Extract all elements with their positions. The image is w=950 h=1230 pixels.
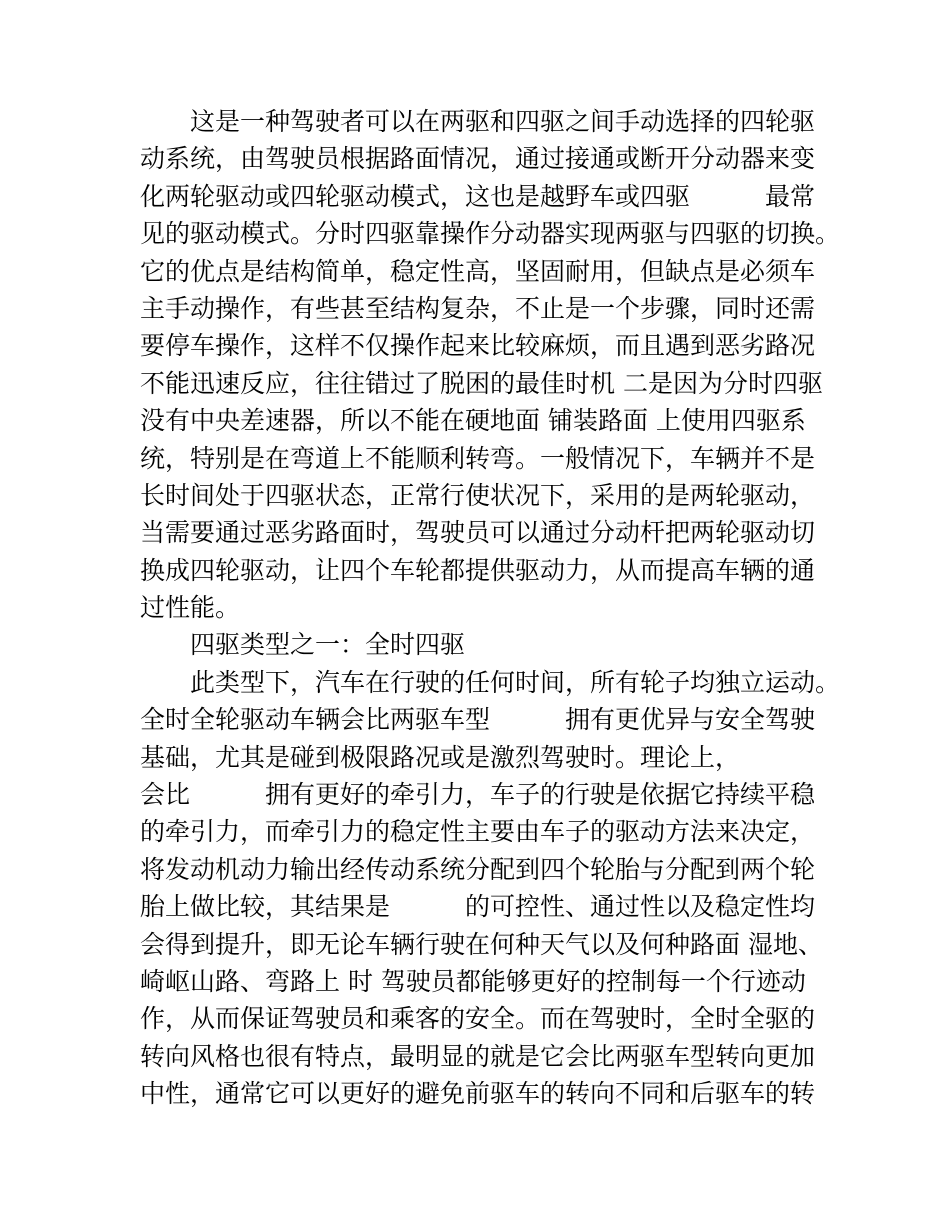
text-line: 当需要通过恶劣路面时，驾驶员可以通过分动杆把两轮驱动切 xyxy=(140,518,816,548)
text-line: 动系统，由驾驶员根据路面情况，通过接通或断开分动器来变 xyxy=(140,144,816,174)
text-line: 它的优点是结构简单，稳定性高，坚固耐用，但缺点是必须车 xyxy=(140,256,816,286)
text-line: 此类型下，汽车在行驶的任何时间，所有轮子均独立运动。 xyxy=(190,667,841,697)
text-line: 过性能。 xyxy=(140,593,241,623)
text-line: 会比 拥有更好的牵引力，车子的行驶是依据它持续平稳 xyxy=(140,780,816,810)
body-text xyxy=(140,103,841,1113)
text-line: 见的驱动模式。分时四驱靠操作分动器实现两驱与四驱的切换。 xyxy=(140,219,841,249)
text-line: 作，从而保证驾驶员和乘客的安全。而在驾驶时，全时全驱的 xyxy=(140,1004,816,1034)
text-line: 没有中央差速器，所以不能在硬地面 铺装路面 上使用四驱系 xyxy=(140,406,806,436)
text-line: 全时全轮驱动车辆会比两驱车型 拥有更优异与安全驾驶 xyxy=(140,705,816,735)
section-heading: 四驱类型之一：全时四驱 xyxy=(190,630,466,660)
text-line: 将发动机动力输出经传动系统分配到四个轮胎与分配到两个轮 xyxy=(140,854,816,884)
text-line: 会得到提升，即无论车辆行驶在何种天气以及何种路面 湿地、 xyxy=(140,929,823,959)
text-line: 中性，通常它可以更好的避免前驱车的转向不同和后驱车的转 xyxy=(140,1079,816,1109)
text-line: 主手动操作，有些甚至结构复杂，不止是一个步骤，同时还需 xyxy=(140,293,816,323)
text-line: 要停车操作，这样不仅操作起来比较麻烦，而且遇到恶劣路况 xyxy=(140,331,816,361)
text-line: 不能迅速反应，往往错过了脱困的最佳时机 二是因为分时四驱 xyxy=(140,368,823,398)
text-line: 长时间处于四驱状态，正常行使状况下，采用的是两轮驱动， xyxy=(140,480,816,510)
text-line: 统，特别是在弯道上不能顺利转弯。一般情况下，车辆并不是 xyxy=(140,443,816,473)
text-line: 换成四轮驱动，让四个车轮都提供驱动力，从而提高车辆的通 xyxy=(140,555,816,585)
text-line: 这是一种驾驶者可以在两驱和四驱之间手动选择的四轮驱 xyxy=(190,107,816,136)
text-line: 的牵引力，而牵引力的稳定性主要由车子的驱动方法来决定， xyxy=(140,817,816,847)
text-line: 基础，尤其是碰到极限路况或是激烈驾驶时。理论上， xyxy=(140,742,741,772)
text-line: 化两轮驱动或四轮驱动模式，这也是越野车或四驱 最常 xyxy=(140,181,816,211)
text-line: 崎岖山路、弯路上 时 驾驶员都能够更好的控制每一个行迹动 xyxy=(140,966,806,996)
text-line: 胎上做比较，其结果是 的可控性、通过性以及稳定性均 xyxy=(140,892,816,922)
text-line: 转向风格也很有特点，最明显的就是它会比两驱车型转向更加 xyxy=(140,1041,816,1071)
